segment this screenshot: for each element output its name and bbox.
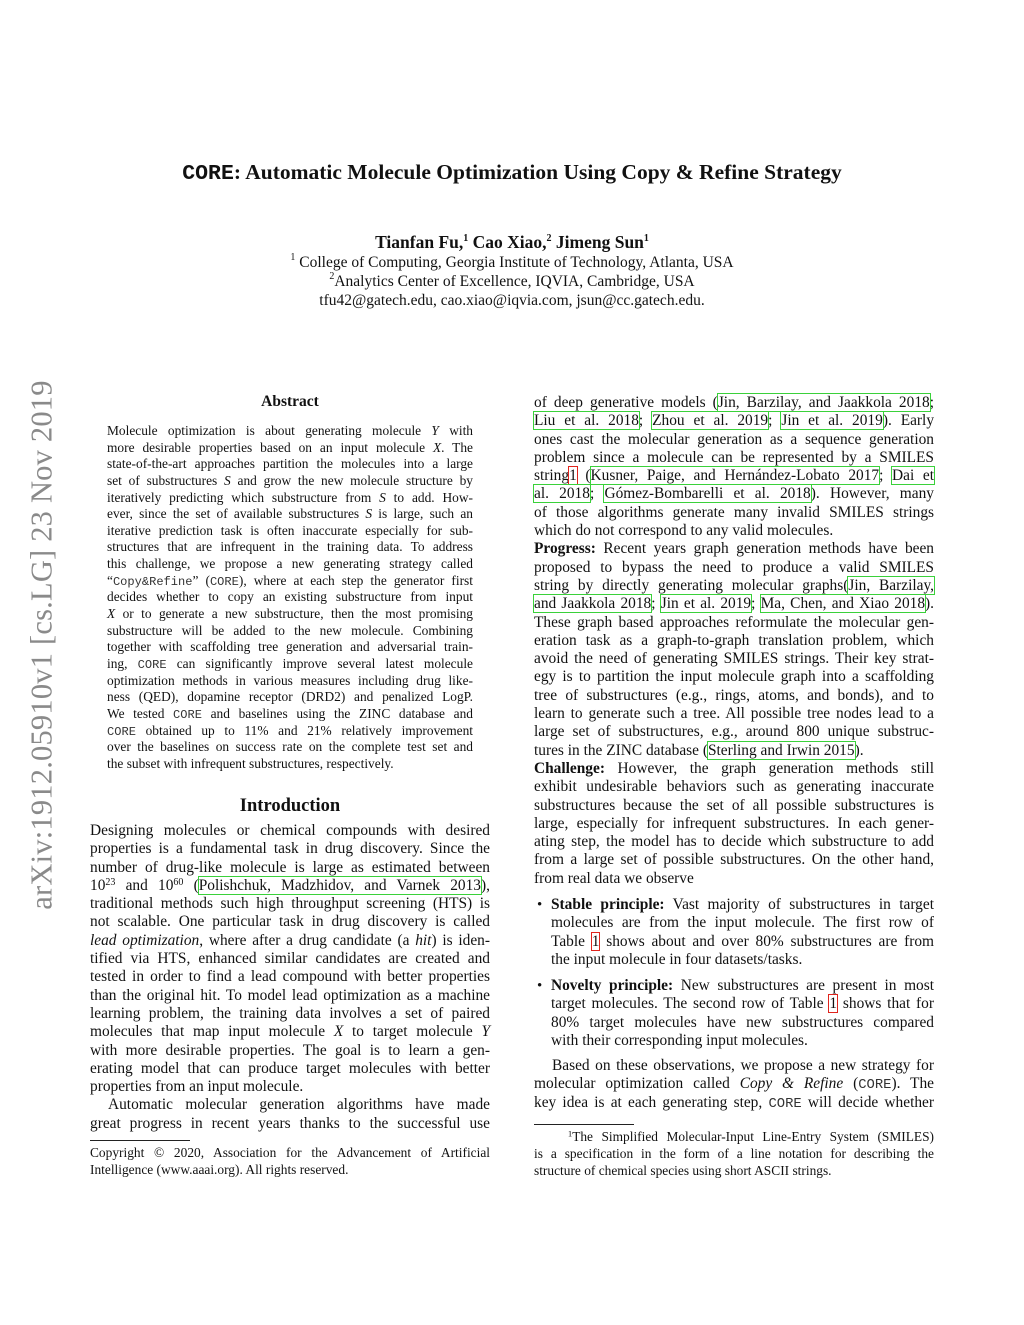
text-line <box>107 556 473 573</box>
text-run: iterative prediction task is often inaccurate especially for sub- <box>107 522 473 538</box>
text-run: Vast majority of substructures in target <box>664 896 934 913</box>
text-line <box>534 705 934 723</box>
text-run: obtained up to 11% and 21% relatively improvement <box>135 722 473 738</box>
text-line <box>90 968 490 986</box>
text-run: , where after a drug candidate (a <box>199 931 416 949</box>
text-line <box>90 913 490 931</box>
text-run: target molecules. The second row of Table <box>551 995 830 1013</box>
text-line <box>107 573 473 590</box>
bullet-novelty-principle <box>534 977 934 1050</box>
text-run: ( <box>576 467 591 485</box>
text-run: from a large set of possible substructures. On the other hand, <box>534 851 934 869</box>
intro-paragraph <box>90 1096 490 1133</box>
text-run: ), <box>481 876 490 894</box>
text-line <box>90 1005 490 1023</box>
text-line <box>107 490 473 507</box>
text-run: ; <box>768 412 782 430</box>
text-line <box>90 987 490 1005</box>
citation-link[interactable]: Jin, Barzilay, <box>848 576 934 594</box>
text-line <box>534 504 934 522</box>
text-line <box>107 706 473 723</box>
text-line <box>551 933 934 951</box>
text-line <box>534 559 934 577</box>
citation-link[interactable]: Jin, Barzilay, and Jaakkola 2018 <box>717 394 930 411</box>
text-run: than the original hit. To model lead optimization as a machine <box>90 986 490 1004</box>
text-run: problem since a molecule can be represented by a SMILES <box>534 448 934 466</box>
bold-lead-in: Stable principle: <box>551 896 665 913</box>
text-run: avoid the need of generating SMILES strings. Their key strat- <box>534 650 934 668</box>
monospace-method-name: CORE <box>209 574 239 589</box>
text-run <box>534 1129 568 1144</box>
text-run: large set of substructures, e.g., around 800 unique substruc- <box>534 723 934 741</box>
text-line <box>534 412 934 430</box>
text-run: large, especially for infrequent substructures. In each gener- <box>534 814 934 832</box>
text-run: to add. How- <box>385 489 474 505</box>
reference-link[interactable]: 1 <box>829 995 838 1013</box>
text-line <box>551 896 934 914</box>
text-line <box>107 440 473 457</box>
text-run: ). However, many <box>810 485 935 503</box>
text-run: learn to generate such a tree. All possible tree nodes lead to a <box>534 705 934 723</box>
text-run: tures in the ZINC database ( <box>534 741 708 759</box>
text-line <box>107 456 473 473</box>
text-run: and baselines using the ZINC database and <box>201 705 473 721</box>
text-line <box>534 614 934 632</box>
text-run: The Simplified Molecular-Input Line-Entry System (SMILES) <box>572 1129 935 1144</box>
monospace-method-name: CORE <box>768 1095 802 1112</box>
text-line <box>534 1075 934 1093</box>
text-run: this challenge, we propose a new generating strategy called <box>107 556 473 572</box>
text-run: not scalable. One particular task in drug discovery is called <box>90 913 490 931</box>
text-run: substructures because the set of all possible substructures is <box>534 796 934 814</box>
text-line <box>107 539 473 556</box>
text-line <box>534 1145 934 1162</box>
text-run: ). Early <box>882 412 935 430</box>
emails <box>0 292 1024 310</box>
superscript: 23 <box>105 876 116 888</box>
text-run: ; <box>751 595 761 613</box>
text-run: optimization methods in various measures including drug like- <box>107 672 473 688</box>
text-run: ). The <box>891 1075 934 1093</box>
text-run: ever, since the set of available substructures <box>107 506 366 522</box>
affiliation <box>0 273 1024 291</box>
text-line <box>534 687 934 705</box>
text-run: ( <box>843 1075 859 1093</box>
text-run: shows that for <box>837 995 934 1013</box>
text-line <box>107 523 473 540</box>
text-run: shows about and over 80% substructures are from <box>599 932 934 950</box>
text-run: and grow the new molecule structure by <box>230 472 474 488</box>
text-line <box>90 950 490 968</box>
math-or-italic-text: hit <box>415 931 432 949</box>
text-run: is a specification in the form of a line notation for describing the <box>534 1146 934 1161</box>
text-line <box>534 851 934 869</box>
text-run: structure of chemical species using short ASCII strings. <box>534 1163 832 1178</box>
text-run: decides whether to copy an existing substructure from input <box>107 589 473 605</box>
text-run: string by directly generating molecular graphs( <box>534 576 849 594</box>
text-line <box>534 815 934 833</box>
bold-lead-in: Challenge: <box>534 759 605 777</box>
superscript: 1 <box>567 1128 573 1139</box>
text-line <box>534 467 934 485</box>
text-run: ating step, the model has to decide which substructure to add <box>534 833 934 851</box>
text-run: ; <box>651 595 661 613</box>
citation-link[interactable]: Zhou et al. 2019 <box>652 412 769 430</box>
text-run: is large, such an <box>372 506 473 522</box>
text-run: tified via HTS, enhanced similar candidates are created and <box>90 950 490 968</box>
text-run: molecular optimization called <box>534 1075 740 1093</box>
text-line <box>534 522 934 540</box>
author: Cao Xiao, <box>472 232 547 252</box>
abstract-body <box>107 423 473 772</box>
text-run: Table <box>551 932 592 950</box>
text-line <box>107 723 473 740</box>
text-run: erating model that can produce target molecules with better <box>90 1059 490 1077</box>
text-run: Molecule optimization is about generating molecule <box>107 423 432 438</box>
text-run: learning problem, the training data involves a set of paired <box>90 1004 490 1022</box>
body-paragraph <box>534 394 934 540</box>
citation-link[interactable]: Sterling and Irwin 2015 <box>707 741 855 759</box>
text-run: together with scaffolding tree generation and adversarial train- <box>107 639 473 655</box>
text-run: We tested <box>107 705 174 721</box>
text-line <box>90 932 490 950</box>
text-run: which do not correspond to any valid molecules. <box>534 522 834 540</box>
text-run: ” ( <box>192 572 210 588</box>
text-run: properties is a fundamental task in drug discovery. Since the <box>90 840 490 858</box>
text-run: ; <box>929 394 934 411</box>
text-run: string <box>534 467 570 485</box>
text-line <box>534 1162 934 1179</box>
affil-text: Analytics Center of Excellence, IQVIA, Cambridge, USA <box>334 273 695 290</box>
text-run: tested in order to find a lead compound with better properties <box>90 968 490 986</box>
text-line <box>534 449 934 467</box>
text-line <box>534 833 934 851</box>
text-line <box>534 723 934 741</box>
author: Jimeng Sun <box>555 232 644 252</box>
text-run: number of drug-like molecule is large as estimated between <box>90 858 490 876</box>
text-line <box>534 650 934 668</box>
affil-text: College of Computing, Georgia Institute of Technology, Atlanta, USA <box>295 254 734 271</box>
text-line <box>90 1096 490 1114</box>
text-run: more desirable properties based on an input molecule <box>107 439 433 455</box>
right-column-body <box>534 394 934 888</box>
text-line <box>90 877 490 895</box>
text-run: molecules are from the input molecule. The first row of <box>551 914 934 932</box>
body-paragraph <box>534 1057 934 1112</box>
text-run: egy is to partition the input molecule graph into a scaffolding <box>534 668 934 686</box>
text-run: with their corresponding input molecules. <box>551 1031 808 1049</box>
math-or-italic-text: Copy & Refine <box>739 1075 844 1093</box>
text-line <box>107 506 473 523</box>
text-run: state-of-the-art approaches partition the molecules into a large <box>107 456 473 472</box>
monospace-method-name: CORE <box>137 657 167 672</box>
text-run: can significantly improve several latest molecule <box>166 655 473 671</box>
bold-lead-in: Progress: <box>534 540 596 558</box>
text-run: of deep generative models ( <box>534 394 718 411</box>
text-line <box>534 760 934 778</box>
citation-link[interactable]: Polishchuk, Madzhidov, and Varnek 2013 <box>198 876 482 894</box>
monospace-method-name: CORE <box>173 707 202 722</box>
text-line <box>90 822 490 840</box>
superscript: 60 <box>173 876 184 888</box>
affil-mark: 2 <box>329 271 335 282</box>
body-paragraph <box>534 540 934 760</box>
text-run: New substructures are present in most <box>673 977 935 994</box>
introduction-body <box>90 822 490 1133</box>
monospace-method-name: Copy&Refine <box>112 574 193 589</box>
text-run: from real data we observe <box>534 869 694 887</box>
text-line <box>534 797 934 815</box>
text-run: great progress in recent years thanks to the successful use <box>90 1114 490 1132</box>
text-line <box>551 951 934 969</box>
text-line <box>107 473 473 490</box>
text-run: Intelligence (www.aaai.org). All rights reserved. <box>90 1162 349 1177</box>
citation-link[interactable]: Gómez-Bombarelli et al. 2018 <box>604 485 811 503</box>
text-line <box>534 1057 934 1075</box>
math-or-italic-text: X <box>432 439 442 455</box>
author-list <box>0 232 1024 253</box>
math-or-italic-text: X <box>107 606 116 622</box>
monospace-method-name: CORE <box>858 1077 892 1094</box>
text-run: eration task as a graph-to-graph translation problem, which <box>534 631 934 649</box>
text-run: 10 <box>90 876 106 894</box>
paper-title <box>0 160 1024 186</box>
text-line <box>90 1144 490 1161</box>
citation-link[interactable]: al. 2018 <box>534 485 590 503</box>
text-run: tree of substructures (e.g., rings, atoms, and bonds), and to <box>534 686 934 704</box>
math-or-italic-text: X <box>333 1023 344 1041</box>
text-run: ; <box>638 412 653 430</box>
footnote-rule <box>90 1140 190 1141</box>
text-run: to target molecule <box>343 1023 482 1041</box>
author-affil-mark: 1 <box>643 233 649 244</box>
text-run: substructure will be added to the new molecule. Combining <box>107 622 473 638</box>
text-run: ing, <box>107 655 138 671</box>
text-line <box>107 589 473 606</box>
text-run: will decide whether <box>801 1093 934 1111</box>
bullet-icon: • <box>537 978 543 994</box>
text-line <box>534 485 934 503</box>
bullet-stable-principle <box>534 896 934 969</box>
text-run: properties from an input molecule. <box>90 1078 304 1096</box>
text-line <box>534 870 934 888</box>
copyright-notice <box>90 1144 490 1178</box>
text-run: ( <box>183 876 199 894</box>
text-line <box>551 995 934 1013</box>
text-run: structures that are infrequent in the training data. To address <box>107 539 473 555</box>
text-line <box>107 423 473 440</box>
text-line <box>534 632 934 650</box>
text-run: Based on these observations, we propose a new strategy for <box>552 1057 934 1074</box>
text-line <box>107 689 473 706</box>
text-run: Recent years graph generation methods have been <box>595 540 934 558</box>
text-run: the input molecule in four datasets/tasks. <box>551 950 803 968</box>
text-line <box>534 668 934 686</box>
text-line <box>107 756 473 773</box>
text-line <box>534 1128 934 1145</box>
text-run: proposed to bypass the need to produce a valid SMILES <box>534 558 934 576</box>
intro-paragraph <box>90 822 490 1096</box>
footnote-smiles <box>534 1128 934 1179</box>
text-run: set of substructures <box>107 472 225 488</box>
text-run: Automatic molecular generation algorithms have made <box>108 1096 490 1114</box>
citation-link[interactable]: and Jaakkola 2018 <box>534 595 652 613</box>
email-list: tfu42@gatech.edu, cao.xiao@iqvia.com, jsun@cc.gatech.edu. <box>319 292 705 309</box>
text-line <box>107 673 473 690</box>
text-line <box>551 1032 934 1050</box>
text-run: or to generate a new substructure, then the most promising <box>115 606 473 622</box>
arxiv-stamp: arXiv:1912.05910v1 [cs.LG] 23 Nov 2019 <box>24 380 59 910</box>
text-run: ; <box>589 485 605 503</box>
text-run: key idea is at each generating step, <box>534 1093 769 1111</box>
body-paragraph <box>534 760 934 888</box>
text-line <box>534 431 934 449</box>
text-run: ). <box>854 741 864 759</box>
text-line <box>90 840 490 858</box>
text-line <box>551 977 934 995</box>
text-line <box>534 595 934 613</box>
text-line <box>90 1078 490 1096</box>
text-line <box>90 1042 490 1060</box>
text-run: ) is iden- <box>431 931 490 949</box>
text-run: These graph based approaches reformulate the molecular gen- <box>534 613 934 631</box>
text-run: ness (QED), dopamine receptor (DRD2) and penalized LogP. <box>107 689 473 705</box>
text-line <box>534 1094 934 1112</box>
text-line <box>551 1014 934 1032</box>
text-run: ). <box>925 595 935 613</box>
affiliation <box>0 254 1024 272</box>
text-run: the subset with infrequent substructures, respectively. <box>107 755 394 771</box>
text-run: molecules that map input molecule <box>90 1023 334 1041</box>
citation-link[interactable]: Jin et al. 2019 <box>660 595 752 613</box>
abstract-paragraph <box>107 423 473 772</box>
text-run: However, the graph generation methods still <box>604 759 934 777</box>
author: Tianfan Fu, <box>375 232 464 252</box>
reference-link[interactable]: 1 <box>591 932 600 950</box>
citation-link[interactable]: Jin et al. 2019 <box>781 412 883 430</box>
bullet-icon: • <box>537 897 543 913</box>
text-line <box>534 742 934 760</box>
text-line <box>107 623 473 640</box>
text-line <box>534 540 934 558</box>
text-run: ones cast the molecular generation as a sequence generation <box>534 430 934 448</box>
text-line <box>534 577 934 595</box>
author-affil-mark: 1 <box>463 233 469 244</box>
bold-lead-in: Novelty principle: <box>551 977 674 994</box>
text-line <box>107 606 473 623</box>
text-line <box>90 1115 490 1133</box>
text-line <box>90 859 490 877</box>
math-or-italic-text: Y <box>481 1023 490 1041</box>
text-line <box>90 1023 490 1041</box>
text-run: iteratively predicting which substructure from <box>107 489 380 505</box>
closing-paragraph <box>534 1057 934 1112</box>
text-line <box>90 1161 490 1178</box>
title-text: : Automatic Molecule Optimization Using Copy & Refine Strategy <box>233 160 842 184</box>
text-run: and 10 <box>115 876 174 894</box>
footnote-rule <box>534 1124 634 1125</box>
citation-link[interactable]: Dai et <box>892 467 934 485</box>
text-run: “ <box>107 572 113 588</box>
citation-link[interactable]: Liu et al. 2018 <box>534 412 639 430</box>
text-run: Designing molecules or chemical compounds with desired <box>90 822 490 839</box>
text-run: with more desirable properties. The goal is to learn a gen- <box>90 1041 490 1059</box>
math-or-italic-text: S <box>379 489 386 505</box>
math-or-italic-text: Y <box>431 423 439 438</box>
affil-mark: 1 <box>290 252 296 263</box>
text-line <box>107 739 473 756</box>
text-run: 80% target molecules have new substructures compared <box>551 1013 934 1031</box>
math-or-italic-text: lead optimization <box>90 931 200 949</box>
author-affil-mark: 2 <box>546 233 552 244</box>
text-run: Copyright © 2020, Association for the Advancement of Artificial <box>90 1145 490 1160</box>
text-line <box>107 656 473 673</box>
text-run: over the baselines on success rate on the complete test set and <box>107 739 473 755</box>
title-method-name: CORE <box>182 162 234 186</box>
text-run: with <box>438 423 473 438</box>
bullet-item <box>534 896 934 969</box>
text-run: traditional methods such high throughput screening (HTS) is <box>90 895 490 913</box>
citation-link[interactable]: Kusner, Paige, and Hernández-Lobato 2017 <box>590 467 880 485</box>
text-run: exhibit undesirable behaviors such as generating inaccurate <box>534 778 934 796</box>
footnote-text <box>534 1128 934 1179</box>
math-or-italic-text: S <box>365 506 373 522</box>
text-line <box>107 639 473 656</box>
text-run: . The <box>441 439 473 455</box>
text-line <box>90 895 490 913</box>
reference-link[interactable]: 1 <box>569 467 577 485</box>
text-run: ; <box>879 467 893 485</box>
text-run: ), where at each step the generator first <box>238 572 473 588</box>
copyright-text <box>90 1144 490 1178</box>
abstract-heading: Abstract <box>261 393 319 410</box>
text-line <box>551 914 934 932</box>
text-line <box>534 394 934 412</box>
text-line <box>534 778 934 796</box>
text-run: of those algorithms generate many invalid SMILES strings <box>534 503 934 521</box>
citation-link[interactable]: Ma, Chen, and Xiao 2018 <box>760 595 926 613</box>
math-or-italic-text: S <box>224 472 231 488</box>
monospace-method-name: CORE <box>107 724 136 739</box>
introduction-heading: Introduction <box>239 796 341 816</box>
text-line <box>90 1060 490 1078</box>
bullet-item <box>534 977 934 1050</box>
